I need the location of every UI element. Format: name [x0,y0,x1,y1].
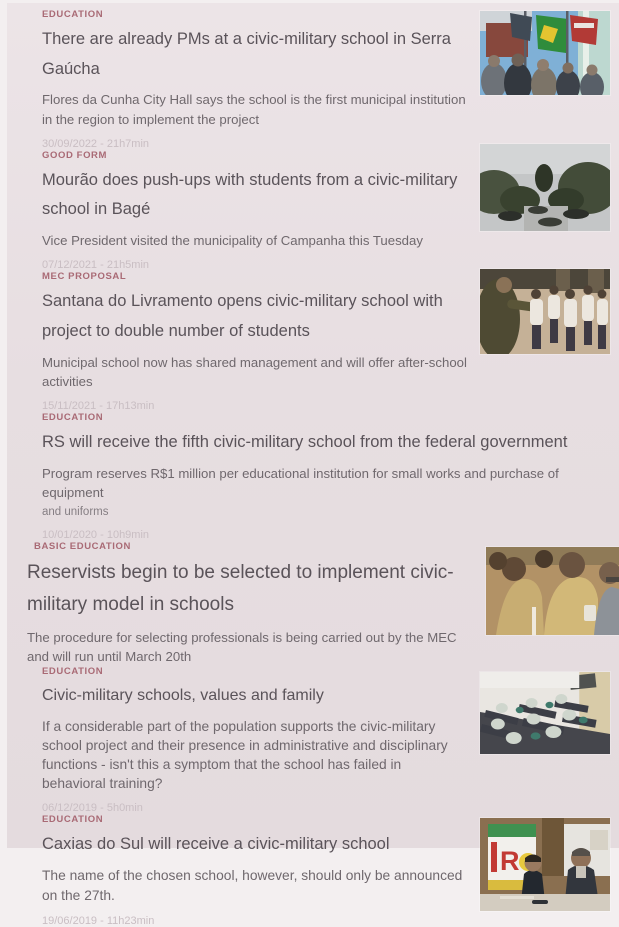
soldier-and-students-graphic [480,269,610,354]
article-text-block [42,150,468,272]
article-item[interactable] [7,814,619,927]
article-text-block [42,814,468,927]
article-headline[interactable]: Civic-military schools, values and family [42,687,324,705]
article-kicker[interactable]: EDUCATION [42,666,104,678]
article-item[interactable] [7,271,619,412]
article-subtitle-line2: and uniforms [42,505,109,518]
flags-scene-graphic [480,11,610,95]
article-item[interactable] [7,666,619,814]
article-thumbnail[interactable] [480,818,610,911]
khaki-uniforms-graphic [486,547,619,635]
article-kicker[interactable]: EDUCATION [42,411,104,423]
article-timestamp: 06/12/2019 - 5h0min [42,802,143,815]
article-headline[interactable]: There are already PMs at a civic-military school in Serra Gaúcha [42,30,451,78]
article-thumbnail[interactable] [480,144,610,231]
article-kicker[interactable]: EDUCATION [42,814,104,826]
article-subtitle: The procedure for selecting professionals is being carried out by the MEC and will run until March 20th [27,630,457,665]
article-text-block [27,541,480,666]
article-item[interactable] [7,9,619,150]
article-text-block [42,271,468,412]
article-thumbnail[interactable] [480,269,610,354]
article-item[interactable] [7,412,619,542]
article-thumbnail[interactable] [480,672,610,754]
article-subtitle: Program reserves R$1 million per educational institution for small works and purchase of equipment [42,465,559,500]
article-timestamp: 15/11/2021 - 17h13min [42,399,155,412]
article-subtitle: Flores da Cunha City Hall says the school is the first municipal institution in the region to implement the project [42,92,466,127]
article-timestamp: 30/09/2022 - 21h7min [42,137,150,150]
news-list-panel [7,3,619,927]
article-timestamp: 10/01/2020 - 10h9min [42,529,150,542]
article-text-block [42,666,468,814]
article-kicker[interactable]: BASIC EDUCATION [34,541,131,553]
article-item[interactable] [7,150,619,272]
article-text-block [42,412,610,542]
article-headline[interactable]: Mourão does push-ups with students from a civic-military school in Bagé [42,170,458,219]
article-subtitle: Vice President visited the municipality of Campanha this Tuesday [42,233,423,249]
article-thumbnail[interactable] [480,11,610,95]
article-kicker[interactable]: GOOD FORM [42,149,108,161]
article-text-block [42,9,468,150]
article-headline[interactable]: Reservists begin to be selected to implement civic-military model in schools [27,562,454,615]
article-kicker[interactable]: MEC PROPOSAL [42,271,127,283]
article-item[interactable] [7,541,619,666]
article-timestamp: 19/06/2019 - 11h23min [42,915,155,927]
article-headline[interactable]: RS will receive the fifth civic-military school from the federal government [42,432,568,451]
article-headline[interactable]: Caxias do Sul will receive a civic-military school [42,835,390,854]
press-conference-graphic [480,818,610,911]
article-subtitle: The name of the chosen school, however, should only be announced on the 27th. [42,868,463,904]
classroom-graphic [480,672,610,754]
article-headline[interactable]: Santana do Livramento opens civic-military school with project to double number of students [42,292,443,340]
svg-text:R: R [500,846,520,877]
courtyard-scene-graphic [480,144,610,231]
article-subtitle: Municipal school now has shared management and will offer after-school activities [42,354,467,389]
article-timestamp: 07/12/2021 - 21h5min [42,259,150,272]
article-thumbnail[interactable] [486,547,619,635]
article-subtitle: If a considerable part of the population supports the civic-military school project and their presence in administrative and disciplinary functions - isn't this a symptom that the school has failed in behavioral training? [42,719,448,792]
article-kicker[interactable]: EDUCATION [42,9,104,20]
